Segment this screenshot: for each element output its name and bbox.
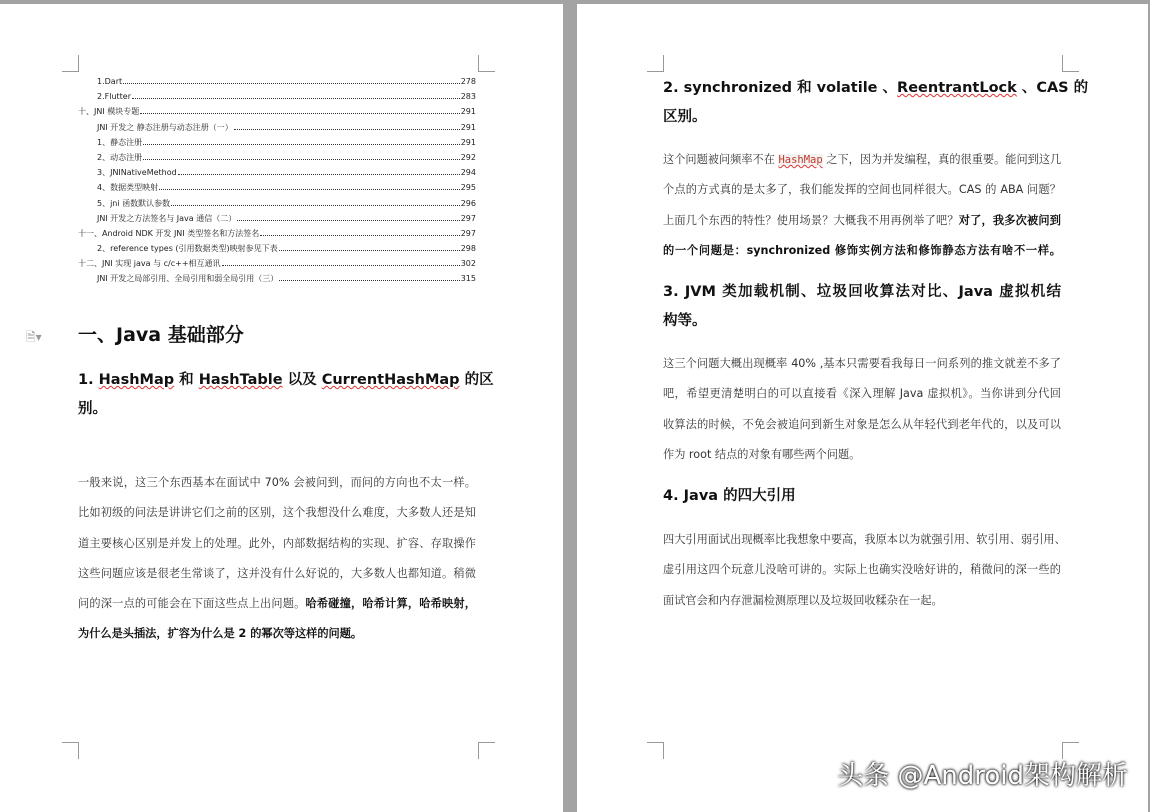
toc-entry-label: 1.Dart: [97, 77, 123, 86]
heading-text: HashMap: [98, 372, 175, 388]
watermark: 头条 @Android架构解析: [837, 761, 1128, 791]
toc-leader-dots: [132, 88, 460, 99]
toc-entry-page: 283: [460, 92, 476, 102]
toc-entry-page: 278: [460, 77, 476, 86]
toc-leader-dots: [171, 195, 460, 206]
question-heading-1: [78, 366, 494, 424]
document-page-right: [577, 4, 1148, 812]
toc-leader-dots: [237, 210, 459, 221]
toc-leader-dots: [279, 270, 459, 281]
paragraph-line: [663, 236, 1061, 266]
heading-text: 的区: [459, 372, 494, 388]
toc-entry[interactable]: [78, 270, 476, 285]
toc-entry-label: 1、静态注册: [97, 137, 143, 147]
inline-code: HashMap: [778, 154, 823, 166]
toc-entry[interactable]: [78, 225, 476, 240]
toc-entry-label: 3、JNINativeMethod: [97, 168, 177, 178]
heading-text: 和: [174, 372, 199, 388]
paragraph-line: 吧，希望更清楚明白的可以直接看《深入理解 Java 虚拟机》。当你讲到分代回: [663, 387, 1061, 401]
margin-corner-mark: [647, 742, 664, 759]
toc-leader-dots: [143, 149, 460, 160]
toc-leader-dots: [234, 119, 460, 130]
toc-entry-page: 291: [460, 122, 476, 132]
heading-text: 、CAS 的: [1016, 80, 1089, 96]
question-heading-3: [663, 278, 1061, 336]
paragraph-line: 面试官会和内存泄漏检测原理以及垃圾回收糅杂在一起。: [663, 593, 943, 607]
paragraph-line: 虚引用这四个玩意儿没啥可讲的。实际上也确实没啥好讲的，稍微问的深一些的: [663, 563, 1061, 577]
toc-entry-label: 十二、JNI 实现 java 与 c/c++相互通讯: [78, 259, 221, 269]
paragraph-line: 个点的方式真的是太多了，我们能发挥的空间也同样很大。CAS 的 ABA 问题？: [663, 183, 1061, 197]
heading-text: 以及: [282, 372, 322, 388]
toc-leader-dots: [178, 164, 460, 175]
toc-entry-page: 292: [460, 152, 476, 162]
toc-leader-dots: [279, 240, 460, 251]
toc-entry-page: 315: [460, 274, 476, 284]
document-outline-icon[interactable]: 🗎▾: [26, 330, 42, 344]
heading-text: ReentrantLock: [897, 80, 1017, 96]
toc-leader-dots: [143, 134, 460, 145]
bold-text: 哈希碰撞，哈希计算，哈希映射，: [305, 597, 476, 611]
paragraph-line: [78, 619, 476, 649]
toc-entry[interactable]: [78, 149, 476, 164]
toc-entry-page: 302: [460, 259, 476, 269]
toc-entry-page: 297: [460, 228, 476, 238]
bold-text: 为什么是头插法，扩容为什么是 2 的幂次等这样的问题。: [78, 627, 363, 641]
heading-text: HashTable: [198, 372, 283, 388]
margin-corner-mark: [62, 55, 79, 72]
paragraph: [663, 145, 1061, 266]
bold-text: 对了，我多次被问到: [958, 213, 1061, 227]
toc-entry-label: JNI 开发之方法签名与 Java 通信（二）: [97, 213, 237, 223]
toc-entry-label: 4、数据类型映射: [97, 183, 159, 193]
paragraph-line: [78, 589, 476, 619]
question-heading-4: 4. Java 的四大引用: [663, 488, 796, 504]
margin-corner-mark: [478, 742, 495, 759]
toc-entry-label: 2.Flutter: [97, 92, 132, 102]
toc-entry-label: JNI 开发之局部引用、全局引用和弱全局引用（三）: [97, 274, 279, 284]
toc-entry-label: 2、reference types (引用数据类型)映射参见下表: [97, 244, 278, 254]
toc-entry-label: 5、jni 函数默认参数: [97, 198, 171, 208]
toc-entry-label: 十一、Android NDK 开发 JNI 类型签名和方法签名: [78, 228, 260, 238]
toc-entry[interactable]: [78, 240, 476, 255]
text: 之下，因为并发编程，真的很重要。能问到这几: [822, 153, 1062, 166]
paragraph-line: 道主要核心区别是并发上的处理。此外，内部数据结构的实现、扩容、存取操作: [78, 536, 476, 550]
toc-entry-page: 291: [460, 137, 476, 147]
toc-leader-dots: [260, 225, 460, 236]
toc-entry[interactable]: [78, 179, 476, 194]
heading-text: 构等。: [663, 313, 707, 329]
paragraph-line: 收算法的时候，不免会被追问到新生对象是怎么从年轻代到老年代的，以及可以: [663, 417, 1061, 431]
margin-corner-mark: [647, 55, 664, 72]
toc-entry-label: 2、动态注册: [97, 152, 143, 162]
toc-entry[interactable]: [78, 134, 476, 149]
section-title: 一、Java 基础部分: [78, 324, 244, 346]
toc-entry-page: 297: [460, 213, 476, 223]
toc-entry-page: 291: [460, 107, 476, 117]
question-heading-2: [663, 74, 1089, 132]
paragraph: [663, 349, 1061, 470]
table-of-contents: [78, 73, 476, 286]
heading-text: 2. synchronized 和 volatile 、: [663, 80, 898, 96]
paragraph-line: 这些问题应该是很老生常谈了，这并没有什么好说的，大多数人也都知道。稍微: [78, 566, 476, 580]
toc-entry[interactable]: [78, 73, 476, 88]
margin-corner-mark: [1062, 55, 1079, 72]
toc-entry-page: 294: [460, 168, 476, 178]
toc-entry[interactable]: [78, 195, 476, 210]
toc-entry[interactable]: [78, 210, 476, 225]
paragraph-line: [663, 145, 1061, 175]
toc-leader-dots: [123, 73, 460, 84]
heading-text: 1.: [78, 372, 99, 388]
heading-text: 3. JVM 类加载机制、垃圾回收算法对比、Java 虚拟机结: [663, 284, 1061, 300]
toc-entry[interactable]: [78, 119, 476, 134]
paragraph-line: 这三个问题大概出现概率 40% ,基本只需要看我每日一问系列的推文就差不多了: [663, 357, 1061, 370]
paragraph: [663, 525, 1066, 616]
toc-leader-dots: [159, 179, 460, 190]
toc-entry[interactable]: [78, 255, 476, 270]
margin-corner-mark: [62, 742, 79, 759]
document-page-left: [0, 4, 563, 812]
toc-entry[interactable]: [78, 88, 476, 103]
text: 这个问题被问频率不在: [663, 153, 779, 166]
bold-text: 的一个问题是：synchronized 修饰实例方法和修饰静态方法有啥不一样。: [663, 243, 1061, 257]
paragraph-line: 作为 root 结点的对象有哪些两个问题。: [663, 447, 861, 461]
toc-leader-dots: [222, 255, 460, 266]
toc-entry-page: 295: [460, 183, 476, 193]
toc-entry[interactable]: [78, 103, 476, 118]
paragraph-line: 一般来说，这三个东西基本在面试中 70% 会被问到，而问的方向也不太一样。: [78, 476, 476, 489]
paragraph-line: [663, 206, 1061, 236]
margin-corner-mark: [478, 55, 495, 72]
paragraph: [78, 468, 476, 650]
text: 上面几个东西的特性？使用场景？大概我不用再例举了吧？: [663, 213, 959, 227]
heading-text: 别。: [78, 401, 107, 417]
toc-entry[interactable]: [78, 164, 476, 179]
toc-entry-label: 十、JNI 模块专题: [78, 107, 140, 117]
paragraph-line: 比如初级的问法是讲讲它们之前的区别，这个我想没什么难度，大多数人还是知: [78, 506, 476, 520]
toc-entry-label: JNI 开发之 静态注册与动态注册（一）: [97, 122, 233, 132]
toc-leader-dots: [140, 103, 459, 114]
toc-entry-page: 298: [460, 244, 476, 254]
text: 问的深一点的可能会在下面这些点上出问题。: [78, 597, 306, 611]
heading-text: 区别。: [663, 109, 707, 125]
paragraph-line: 四大引用面试出现概率比我想象中要高，我原本以为就强引用、软引用、弱引用、: [663, 533, 1066, 546]
toc-entry-page: 296: [460, 198, 476, 208]
heading-text: CurrentHashMap: [321, 372, 460, 388]
